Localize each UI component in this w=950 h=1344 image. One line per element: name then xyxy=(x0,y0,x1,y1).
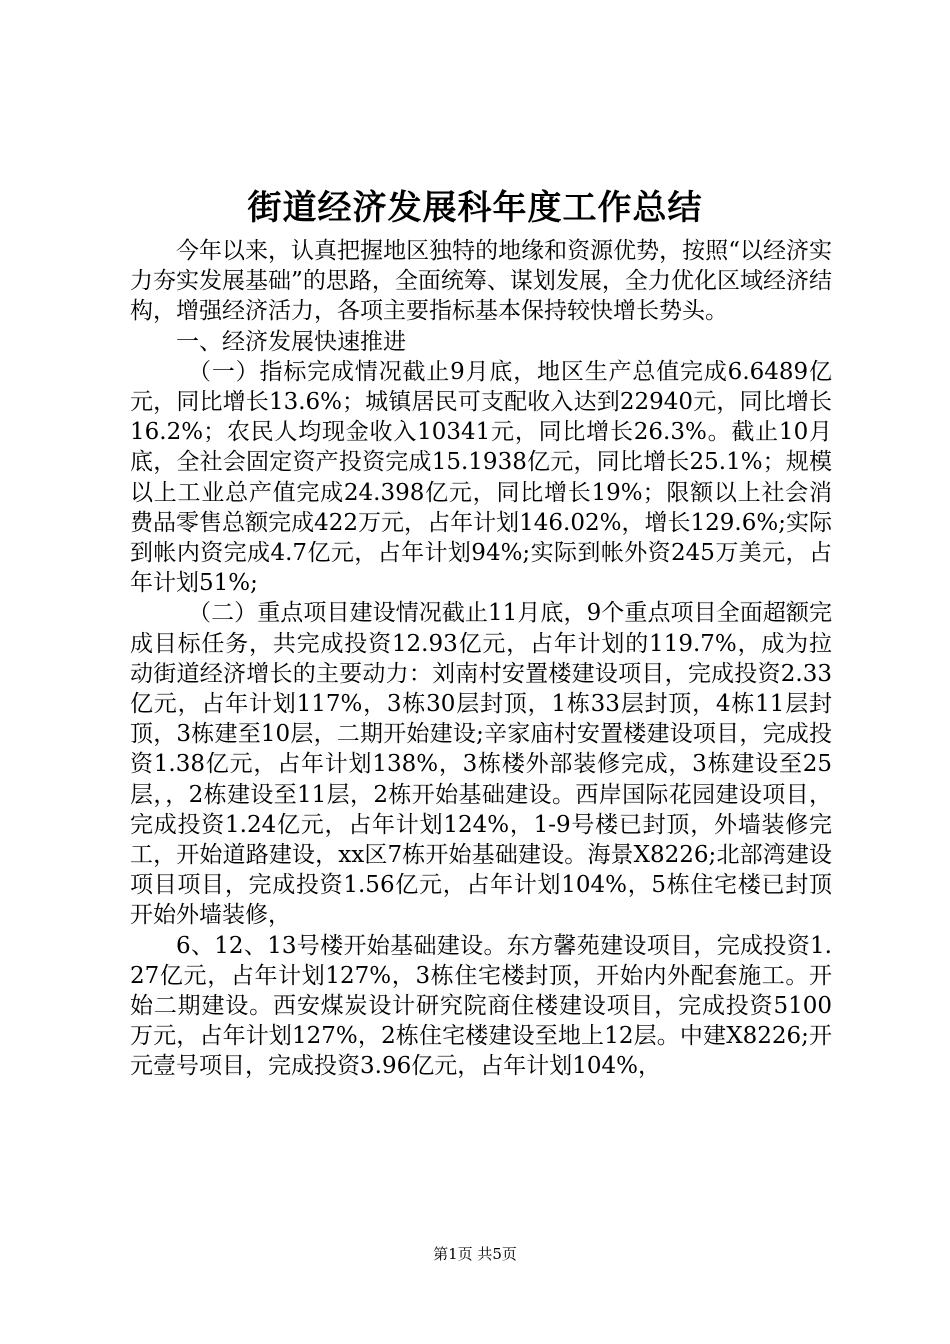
paragraph-projects-continued: 6、12、13号楼开始基础建设。东方馨苑建设项目，完成投资1.27亿元，占年计划127%，3栋住宅楼封顶，开始内外配套施工。开始二期建设。西安煤炭设计研究院商住楼建设项目，完成投资5100万元，占年计划127%，2栋住宅楼建设至地上12层。中建X8226;开元壹号项目，完成投资3.96亿元，占年计划104%， xyxy=(130,932,832,1080)
document-body xyxy=(130,236,832,1082)
page-number-footer: 第1页 共5页 xyxy=(433,1245,517,1263)
document-title: 街道经济发展科年度工作总结 xyxy=(247,188,703,228)
section-heading-economic-development: 一、经济发展快速推进 xyxy=(176,328,406,355)
paragraph-indicators: （一）指标完成情况截止9月底，地区生产总值完成6.6489亿元，同比增长13.6%；城镇居民可支配收入达到22940元，同比增长16.2%；农民人均现金收入10341元，同比增长26.3%。截止10月底，全社会固定资产投资完成15.1938亿元，同比增长25.1%；规模以上工业总产值完成24.398亿元，同比增长19%；限额以上社会消费品零售总额完成422万元，占年计划146.02%，增长129.6%;实际到帐内资完成4.7亿元，占年计划94%;实际到帐外资245万美元，占年计划51%; xyxy=(130,358,832,597)
intro-paragraph: 今年以来，认真把握地区独特的地缘和资源优势，按照“以经济实力夯实发展基础”的思路，全面统筹、谋划发展，全力优化区域经济结构，增强经济活力，各项主要指标基本保持较快增长势头。 xyxy=(130,238,832,325)
paragraph-key-projects: （二）重点项目建设情况截止11月底，9个重点项目全面超额完成目标任务，共完成投资12.93亿元，占年计划的119.7%，成为拉动街道经济增长的主要动力：刘南村安置楼建设项目，完成投资2.33亿元，占年计划117%，3栋30层封顶，1栋33层封顶，4栋11层封顶，3栋建至10层，二期开始建设;辛家庙村安置楼建设项目，完成投资1.38亿元，占年计划138%，3栋楼外部装修完成，3栋建设至25层，，2栋建设至11层，2栋开始基础建设。西岸国际花园建设项目，完成投资1.24亿元，占年计划124%，1-9号楼已封顶，外墙装修完工，开始道路建设，xx区7栋开始基础建设。海景X8226;北部湾建设项目项目，完成投资1.56亿元，占年计划104%，5栋住宅楼已封顶开始外墙装修， xyxy=(130,600,832,929)
